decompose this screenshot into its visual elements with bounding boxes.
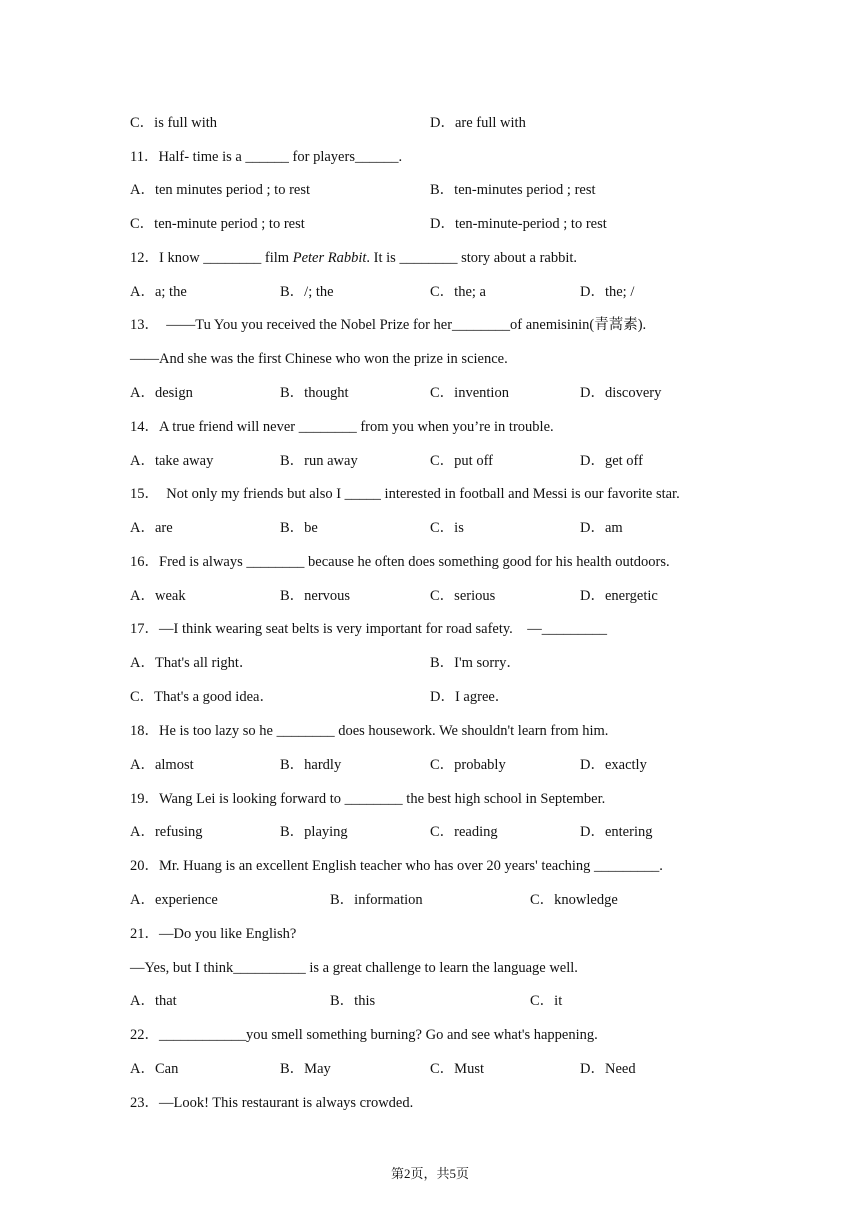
q13-stem-reply: ——And she was the first Chinese who won the prize in science.: [130, 351, 508, 367]
q20-option-c: C．knowledge: [530, 892, 618, 908]
q13-option-d: D．discovery: [580, 385, 662, 401]
q13-option-c: C．invention: [430, 385, 509, 401]
q21-stem-reply: —Yes, but I think__________ is a great challenge to learn the language well.: [130, 960, 578, 976]
q19-option-b: B．playing: [280, 824, 348, 840]
q23-stem: 23．—Look! This restaurant is always crowded.: [130, 1095, 414, 1111]
q11-stem: 11．Half- time is a ______ for players______.: [130, 149, 403, 165]
q16-option-d: D．energetic: [580, 588, 658, 604]
q14-stem: 14．A true friend will never ________ from you when you’re in trouble.: [130, 419, 554, 435]
q22-stem: 22．____________you smell something burning? Go and see what's happening.: [130, 1027, 598, 1043]
q11-option-c: C．ten-minute period ; to rest: [130, 216, 305, 232]
q17-option-c: C．That's a good idea．: [130, 689, 274, 705]
q12-option-c: C．the; a: [430, 284, 486, 300]
q18-stem: 18．He is too lazy so he ________ does housework. We shouldn't learn from him.: [130, 723, 609, 739]
q20-option-a: A．experience: [130, 892, 218, 908]
q16-option-a: A．weak: [130, 588, 186, 604]
q15-option-a: A．are: [130, 520, 173, 536]
q16-option-c: C．serious: [430, 588, 496, 604]
q14-option-a: A．take away: [130, 453, 214, 469]
q15-option-d: D．am: [580, 520, 623, 536]
q12-stem: 12．I know ________ film Peter Rabbit. It is ________ story about a rabbit.: [130, 250, 578, 266]
q14-option-c: C．put off: [430, 453, 493, 469]
q17-stem: 17．—I think wearing seat belts is very important for road safety. —_________: [130, 621, 608, 637]
q10-option-d: D．are full with: [430, 115, 526, 131]
q16-stem: 16．Fred is always ________ because he often does something good for his health outdoors.: [130, 554, 670, 570]
q17-option-b: B．I'm sorry．: [430, 655, 521, 671]
q20-option-b: B．information: [330, 892, 423, 908]
q13-option-b: B．thought: [280, 385, 349, 401]
q18-option-b: B．hardly: [280, 757, 342, 773]
q15-option-b: B．be: [280, 520, 318, 536]
q18-option-d: D．exactly: [580, 757, 647, 773]
q19-option-c: C．reading: [430, 824, 498, 840]
q12-option-d: D．the; /: [580, 284, 635, 300]
q16-option-b: B．nervous: [280, 588, 351, 604]
q14-option-d: D．get off: [580, 453, 643, 469]
q21-option-c: C．it: [530, 993, 563, 1009]
q15-stem: 15． Not only my friends but also I _____ interested in football and Messi is our favorite star.: [130, 486, 680, 502]
film-title: Peter Rabbit: [292, 250, 367, 266]
q10-option-c: C．is full with: [130, 115, 218, 131]
q14-option-b: B．run away: [280, 453, 358, 469]
q19-option-d: D．entering: [580, 824, 653, 840]
q22-option-b: B．May: [280, 1061, 331, 1077]
q22-option-d: D．Need: [580, 1061, 636, 1077]
q21-stem: 21．—Do you like English?: [130, 926, 297, 942]
q18-option-c: C．probably: [430, 757, 506, 773]
q17-option-d: D．I agree．: [430, 689, 510, 705]
q17-option-a: A．That's all right．: [130, 655, 254, 671]
q19-option-a: A．refusing: [130, 824, 203, 840]
q13-option-a: A．design: [130, 385, 193, 401]
q12-option-b: B．/; the: [280, 284, 334, 300]
q22-option-c: C．Must: [430, 1061, 484, 1077]
q19-stem: 19．Wang Lei is looking forward to ________ the best high school in September.: [130, 791, 606, 807]
q21-option-b: B．this: [330, 993, 376, 1009]
q13-stem: 13． ——Tu You you received the Nobel Prize for her________of anemisinin(青蒿素).: [130, 317, 647, 333]
q18-option-a: A．almost: [130, 757, 194, 773]
page-number-footer: 第2页，共5页: [390, 1166, 469, 1181]
q21-option-a: A．that: [130, 993, 177, 1009]
q20-stem: 20．Mr. Huang is an excellent English teacher who has over 20 years' teaching _________.: [130, 858, 663, 874]
q22-option-a: A．Can: [130, 1061, 179, 1077]
q11-option-d: D．ten-minute-period ; to rest: [430, 216, 607, 232]
q11-option-b: B．ten-minutes period ; rest: [430, 182, 596, 198]
q15-option-c: C．is: [430, 520, 464, 536]
q11-option-a: A．ten minutes period ; to rest: [130, 182, 311, 198]
q12-option-a: A．a; the: [130, 284, 187, 300]
